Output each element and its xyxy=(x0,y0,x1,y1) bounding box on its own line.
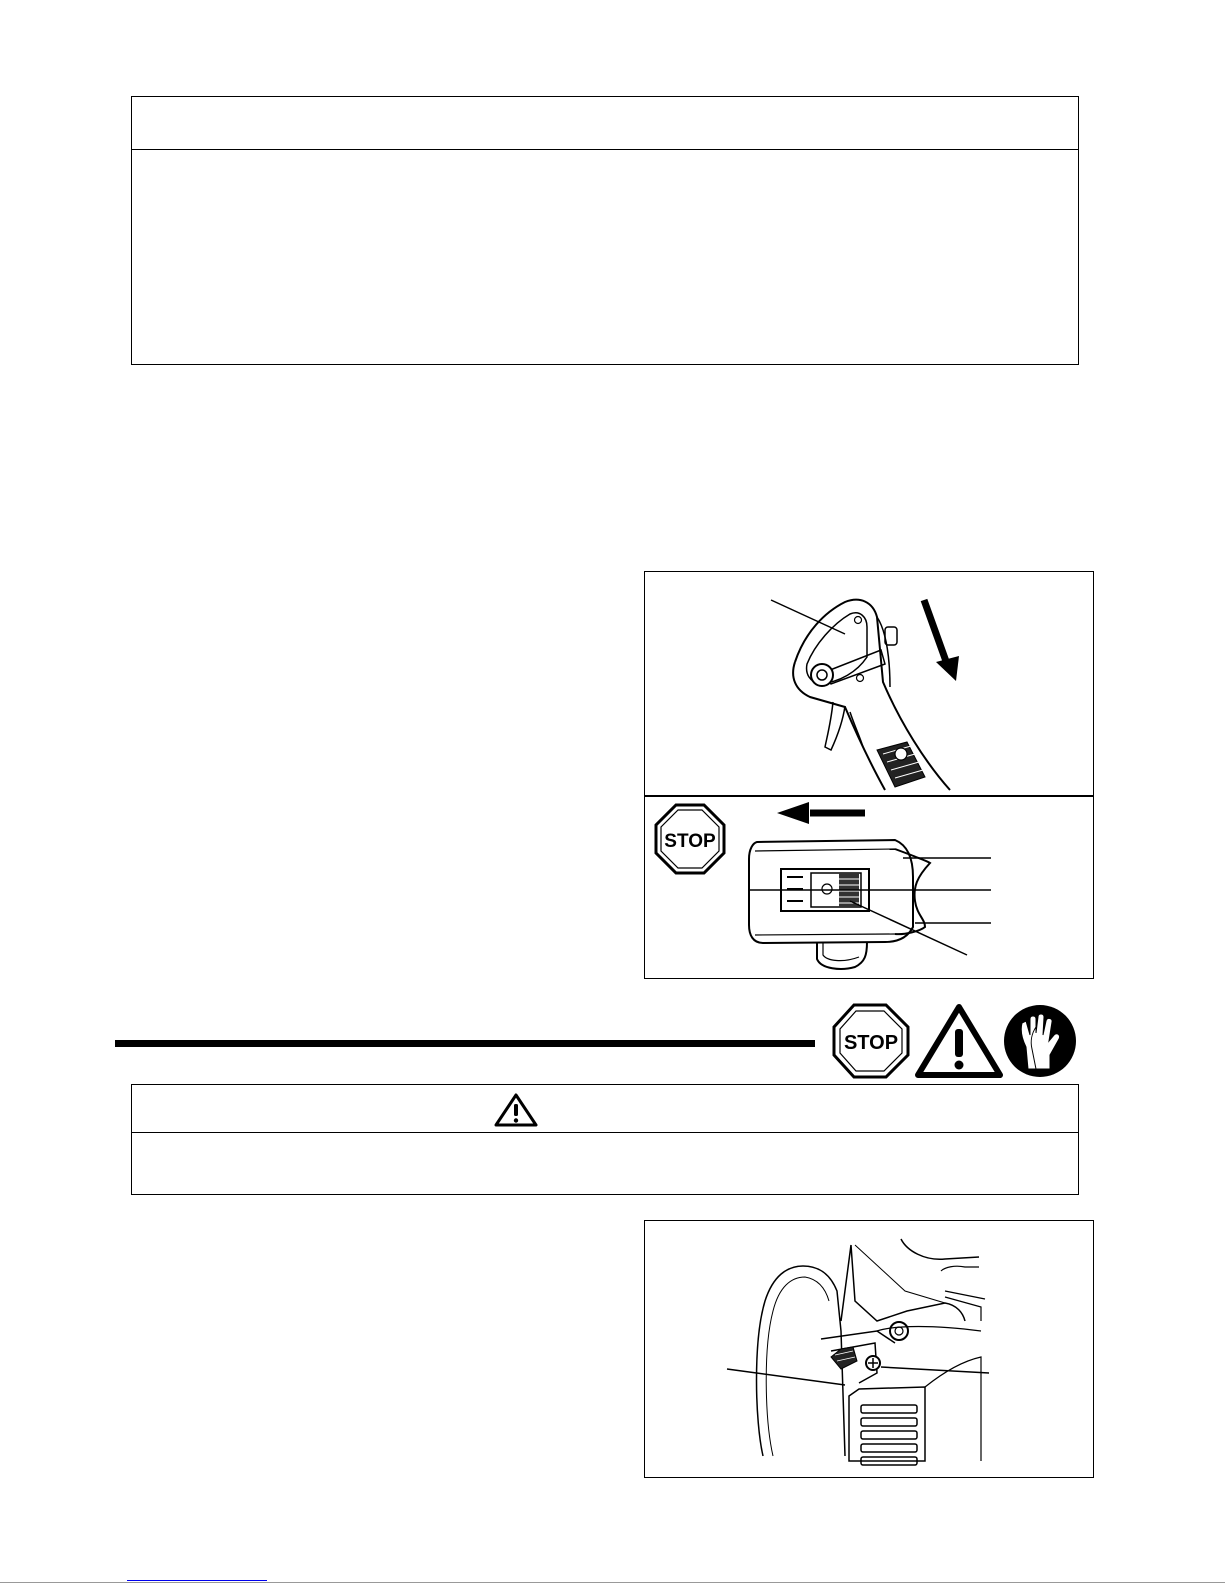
section-icons xyxy=(832,1003,1082,1079)
warning-box-header xyxy=(132,1085,1078,1133)
stop-switch-illustration xyxy=(645,797,1092,978)
warning-triangle-icon xyxy=(918,1007,1000,1075)
stop-sign-icon xyxy=(834,1005,908,1077)
footer-rule xyxy=(0,1582,1225,1583)
section-header-rule xyxy=(115,1040,815,1047)
top-notice-box xyxy=(131,96,1079,365)
stop-sign-icon xyxy=(656,805,724,873)
stop-sign-text: STOP xyxy=(664,831,716,852)
engine-side-illustration xyxy=(645,1221,1092,1476)
throttle-handle-illustration xyxy=(645,572,1092,794)
figure-engine-side xyxy=(644,1220,1094,1478)
top-notice-header xyxy=(132,97,1078,150)
footer-link-underline[interactable] xyxy=(127,1580,267,1581)
gloves-icon xyxy=(1004,1005,1076,1077)
warning-triangle-icon xyxy=(493,1092,539,1128)
section-stop-sign-text: STOP xyxy=(843,1032,899,1054)
figure-throttle-stop-switch xyxy=(644,571,1094,979)
warning-box xyxy=(131,1084,1079,1195)
